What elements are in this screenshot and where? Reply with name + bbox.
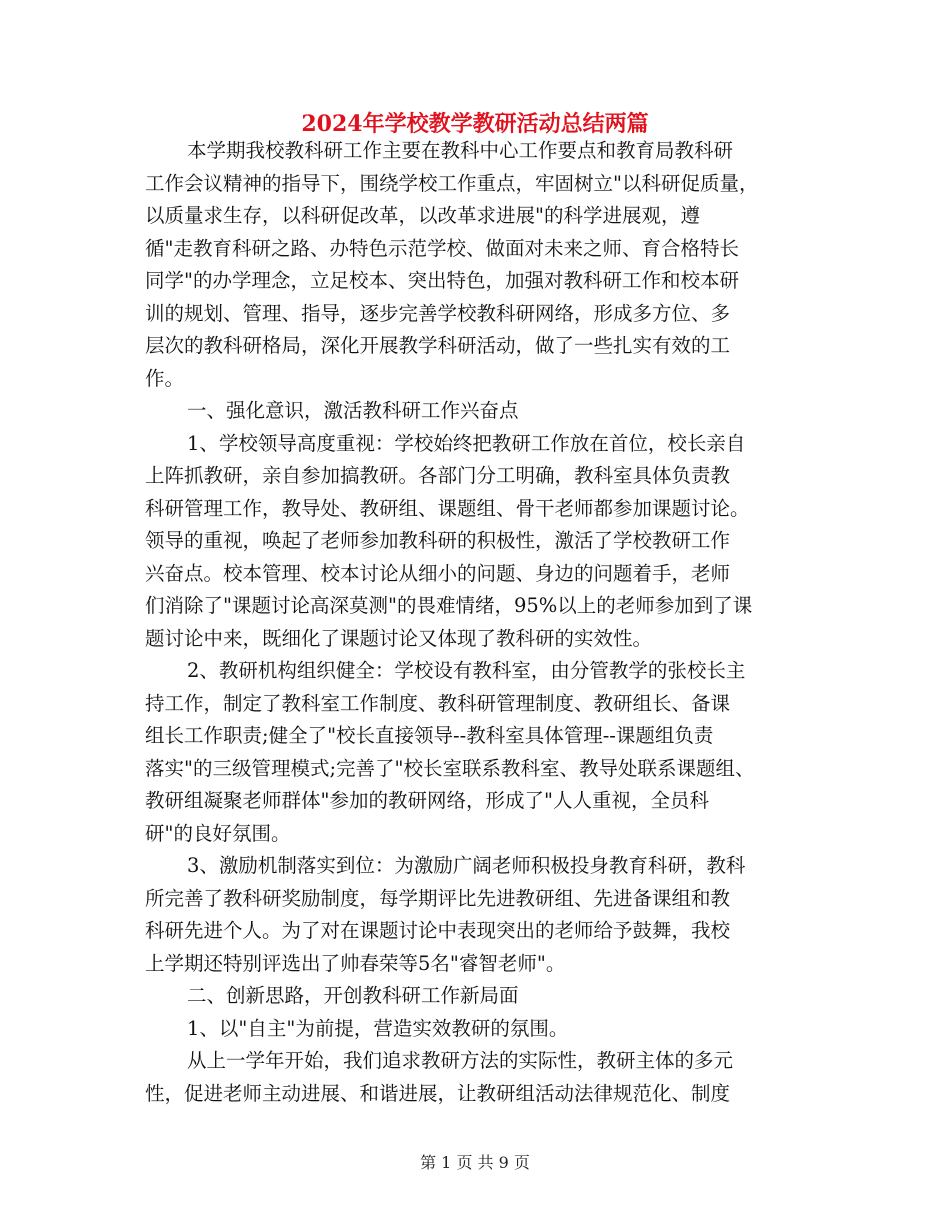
text-line: 上学期还特别评选出了帅春荣等5名"睿智老师"。: [145, 951, 566, 975]
text-line: 落实"的三级管理模式;完善了"校长室联系教科室、教导处联系课题组、: [145, 756, 755, 780]
text-line: 兴奋点。校本管理、校本讨论从细小的问题、身边的问题着手，老师: [145, 561, 731, 585]
text-line: 研"的良好氛围。: [145, 821, 291, 845]
text-line: 持工作，制定了教科室工作制度、教科研管理制度、教研组长、备课: [145, 691, 731, 715]
text-line: 2、教研机构组织健全：学校设有教科室，由分管教学的张校长主: [187, 659, 746, 682]
text-line: 们消除了"课题讨论高深莫测"的畏难情绪，95%以上的老师参加到了课: [145, 594, 753, 617]
text-line: 所完善了教科研奖励制度，每学期评比先进教研组、先进备课组和教: [145, 886, 731, 910]
page-footer: 第 1 页 共 9 页: [420, 1153, 530, 1172]
text-line: 题讨论中来，既细化了课题讨论又体现了教科研的实效性。: [145, 626, 653, 650]
document-title: 2024年学校教学教研活动总结两篇: [301, 111, 649, 137]
text-line: 循"走教育科研之路、办特色示范学校、做面对未来之师、育合格特长: [145, 236, 739, 260]
text-line: 训的规划、管理、指导，逐步完善学校教科研网络，形成多方位、多: [145, 301, 731, 325]
text-line: 3、激励机制落实到位：为激励广阔老师积极投身教育科研，教科: [187, 854, 746, 877]
text-line: 从上一学年开始，我们追求教研方法的实际性，教研主体的多元: [187, 1049, 734, 1072]
document-body: [145, 135, 815, 1110]
text-line: 以质量求生存，以科研促改革，以改革求进展"的科学进展观，遵: [145, 204, 700, 227]
text-line: 二、创新思路，开创教科研工作新局面: [187, 984, 519, 1007]
text-line: 科研先进个人。为了对在课题讨论中表现突出的老师给予鼓舞，我校: [145, 919, 731, 942]
text-line: 作。: [145, 366, 185, 390]
text-line: 层次的教科研格局，深化开展教学科研活动，做了一些扎实有效的工: [145, 334, 731, 357]
text-line: 1、学校领导高度重视：学校始终把教研工作放在首位，校长亲自: [187, 431, 746, 455]
text-line: 教研组凝聚老师群体"参加的教研网络，形成了"人人重视，全员科: [145, 789, 709, 812]
text-line: 性，促进老师主动进展、和谐进展，让教研组活动法律规范化、制度: [145, 1081, 731, 1105]
text-line: 工作会议精神的指导下，围绕学校工作重点，牢固树立"以科研促质量，: [145, 171, 759, 195]
text-line: 科研管理工作，教导处、教研组、课题组、骨干老师都参加课题讨论。: [145, 496, 750, 520]
text-line: 上阵抓教研，亲自参加搞教研。各部门分工明确，教科室具体负责教: [145, 464, 731, 487]
text-line: 本学期我校教科研工作主要在教科中心工作要点和教育局教科研: [187, 139, 734, 162]
text-line: 领导的重视，唤起了老师参加教科研的积极性，激活了学校教研工作: [145, 529, 731, 552]
text-line: 组长工作职责;健全了"校长直接领导--教科室具体管理--课题组负责: [145, 724, 714, 747]
text-line: 一、强化意识，激活教科研工作兴奋点: [187, 399, 519, 422]
text-line: 1、以"自主"为前提，营造实效教研的氛围。: [187, 1016, 569, 1040]
text-line: 同学"的办学理念，立足校本、突出特色，加强对教科研工作和校本研: [145, 269, 739, 292]
